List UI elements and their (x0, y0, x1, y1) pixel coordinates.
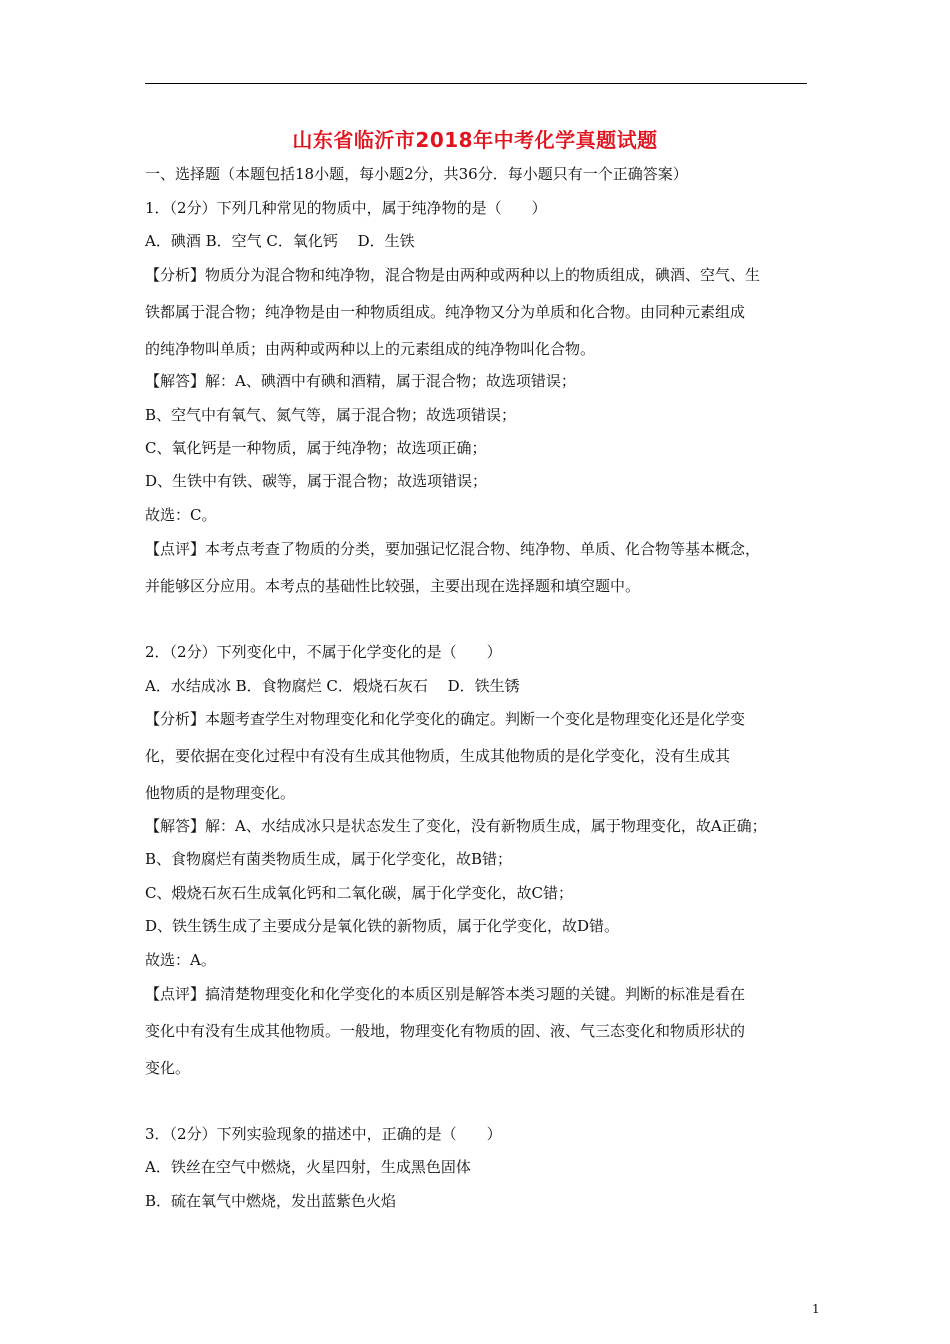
q2-answer-line: B、食物腐烂有菌类物质生成，属于化学变化，故B错； (145, 850, 513, 868)
q2-comment-line: 变化中有没有生成其他物质。一般地，物理变化有物质的固、液、气三态变化和物质形状的 (145, 1022, 746, 1040)
q2-comment-line: 变化。 (145, 1059, 191, 1077)
q1-answer-line: 【解答】解：A、碘酒中有碘和酒精，属于混合物；故选项错误； (145, 372, 576, 390)
q1-answer-line: C、氧化钙是一种物质，属于纯净物；故选项正确； (145, 439, 487, 457)
q1-choice: 故选：C。 (145, 506, 217, 524)
q3-stem: 3．（2分）下列实验现象的描述中，正确的是（ ） (145, 1125, 502, 1143)
q1-options: A．碘酒 B．空气 C．氧化钙 D．生铁 (145, 232, 415, 250)
q1-answer-line: B、空气中有氧气、氮气等，属于混合物；故选项错误； (145, 406, 517, 424)
q1-answer-line: D、生铁中有铁、碳等，属于混合物；故选项错误； (145, 472, 488, 490)
q2-analysis-line: 【分析】本题考查学生对物理变化和化学变化的确定。判断一个变化是物理变化还是化学变 (145, 710, 746, 728)
q1-analysis-line: 的纯净物叫单质；由两种或两种以上的元素组成的纯净物叫化合物。 (145, 340, 596, 358)
q2-answer-line: C、煅烧石灰石生成氧化钙和二氧化碳，属于化学变化，故C错； (145, 884, 573, 902)
q2-options: A．水结成冰 B．食物腐烂 C．煅烧石灰石 D．铁生锈 (145, 677, 520, 695)
q1-stem: 1．（2分）下列几种常见的物质中，属于纯净物的是（ ） (145, 199, 547, 217)
section-heading: 一、选择题（本题包括18小题，每小题2分，共36分．每小题只有一个正确答案） (145, 165, 688, 183)
header-rule (145, 83, 807, 84)
page-number: 1 (812, 1302, 820, 1316)
q2-stem: 2．（2分）下列变化中，不属于化学变化的是（ ） (145, 643, 502, 661)
q2-answer-line: D、铁生锈生成了主要成分是氧化铁的新物质，属于化学变化，故D错。 (145, 917, 620, 935)
q2-analysis-line: 他物质的是物理变化。 (145, 784, 296, 802)
document-title: 山东省临沂市2018年中考化学真题试题 (292, 128, 658, 152)
q1-analysis-line: 铁都属于混合物；纯净物是由一种物质组成。纯净物又分为单质和化合物。由同种元素组成 (145, 303, 746, 321)
q2-choice: 故选：A。 (145, 951, 216, 969)
q1-analysis-line: 【分析】物质分为混合物和纯净物，混合物是由两种或两种以上的物质组成，碘酒、空气、生 (145, 266, 761, 284)
q1-comment-line: 并能够区分应用。本考点的基础性比较强，主要出现在选择题和填空题中。 (145, 577, 641, 595)
q3-option: B．硫在氧气中燃烧，发出蓝紫色火焰 (145, 1192, 397, 1210)
q2-answer-line: 【解答】解：A、水结成冰只是状态发生了变化，没有新物质生成，属于物理变化，故A正确； (145, 817, 767, 835)
q3-option: A．铁丝在空气中燃烧，火星四射，生成黑色固体 (145, 1158, 471, 1176)
q2-analysis-line: 化，要依据在变化过程中有没有生成其他物质，生成其他物质的是化学变化，没有生成其 (145, 747, 731, 765)
q1-comment-line: 【点评】本考点考查了物质的分类，要加强记忆混合物、纯净物、单质、化合物等基本概念， (145, 540, 761, 558)
q2-comment-line: 【点评】搞清楚物理变化和化学变化的本质区别是解答本类习题的关键。判断的标准是看在 (145, 985, 746, 1003)
